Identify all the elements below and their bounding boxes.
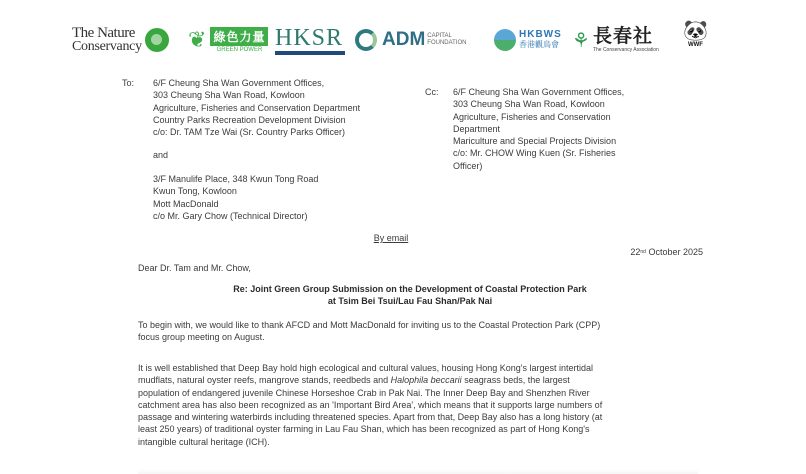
paragraph-intro: To begin with, we would like to thank AFCD and Mott MacDonald for inviting us to the Coastal Protection Park (CPP) focus group meeting on August. <box>138 320 601 343</box>
leaf-icon: ❦ <box>188 27 207 52</box>
logo-hksr: HKSR <box>275 20 345 60</box>
and-text: and <box>153 150 169 160</box>
delivery-method: By email <box>373 233 409 243</box>
paragraph-deep-bay: It is well established that Deep Bay hold high ecological and cultural values, housing Hong Kong's largest intertidal mudflats, natural oyster reefs, mangrove stands, reedbeds and Halophila beccarii seagrass beds, the largest population of endangered juvenile Chinese Horseshoe Crab in Pak Nai. The Inner Deep Bay and Shenzhen River catchment area has also been recognized as an 'Important Bird Area', which means that it supports large numbers of passage and wintering waterbirds including threatened species. Apart from that, Deep Bay also has a long history (at least 250 years) of traditional oyster farming in Lau Fau Shan, which has been recognized as part of Hong Kong's intangible cultural heritage (ICH). <box>138 363 603 447</box>
globe-icon <box>145 28 169 52</box>
letter-date: 22nd October 2025 <box>630 247 703 257</box>
adm-circle-icon <box>355 29 377 51</box>
next-paragraph-cutoff <box>138 469 698 474</box>
logo-green-power: ❦ 綠色力量 GREEN POWER <box>188 20 268 60</box>
cc-address: 6/F Cheung Sha Wan Government Offices, 303 Cheung Sha Wan Road, Kowloon Agriculture, Fisheries and Conservation Department Mariculture and Special Projects Division c/o: Mr. CHOW Wing Kuen (Sr. Fisheries Officer) <box>453 87 625 171</box>
logo-adm-capital-foundation: ADM CAPITAL FOUNDATION <box>355 20 467 60</box>
logo-wwf: 🐼 WWF <box>683 20 708 48</box>
tree-icon: ⚘ <box>572 29 590 52</box>
to-address-mott-macdonald: 3/F Manulife Place, 348 Kwun Tong Road Kwun Tong, Kowloon Mott MacDonald c/o Mr. Gary Chow (Technical Director) <box>153 174 319 221</box>
cc-label: Cc: <box>425 87 439 97</box>
salutation: Dear Dr. Tam and Mr. Chow, <box>138 263 251 273</box>
to-address-afcd: 6/F Cheung Sha Wan Government Offices, 303 Cheung Sha Wan Road, Kowloon Agriculture, Fisheries and Conservation Department Country Parks Recreation Development Division c/o: Dr. TAM Tze Wai (Sr. Country Parks Officer) <box>153 78 361 138</box>
partner-logos-header <box>70 20 730 64</box>
logo-the-nature-conservancy: The Nature Conservancy <box>72 20 169 60</box>
subject-heading: Re: Joint Green Group Submission on the Development of Coastal Protection Park at Tsim Bei Tsui/Lau Fau Shan/Pak Nai <box>233 284 587 307</box>
panda-icon: 🐼 <box>683 20 708 42</box>
logo-conservancy-association: ⚘ 長春社 The Conservancy Association <box>572 26 659 53</box>
species-name: Halophila beccarii <box>390 375 462 386</box>
to-label: To: <box>122 78 135 88</box>
logo-hkbws: HKBWS 香港觀鳥會 <box>494 20 562 60</box>
bird-circle-icon <box>494 29 516 51</box>
